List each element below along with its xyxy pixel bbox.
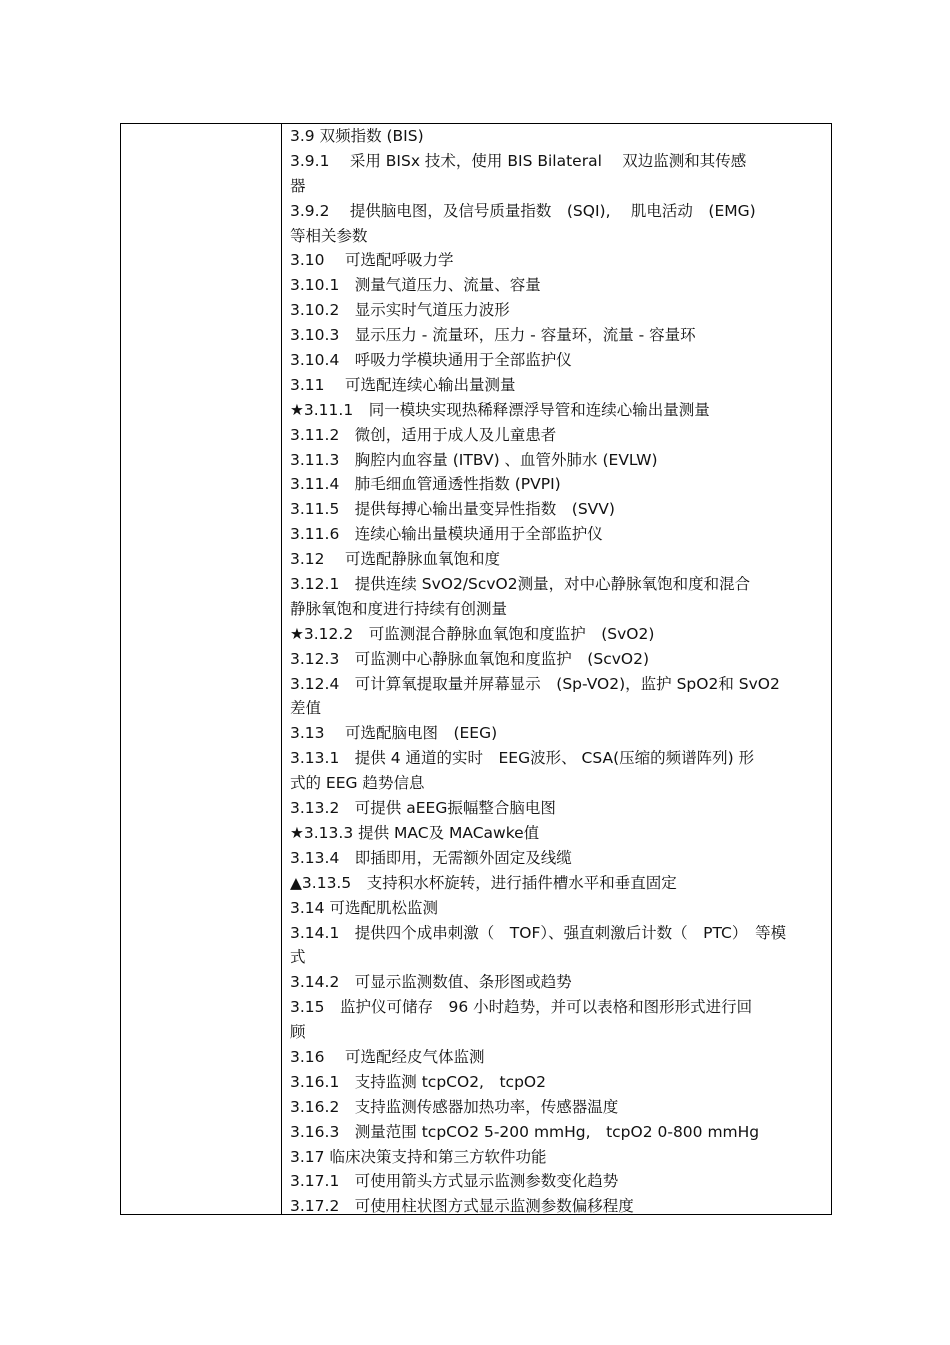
spec-line: 式的 EEG 趋势信息 [290, 774, 425, 793]
spec-line: 3.12.4 可计算氧提取量并屏幕显示 (Sp-VO2)，监护 SpO2和 SvO2 [290, 674, 780, 693]
spec-line: 3.16 可选配经皮气体监测 [290, 1047, 485, 1066]
spec-line: 3.10.1 测量气道压力、流量、容量 [290, 276, 541, 295]
spec-line: 3.17 临床决策支持和第三方软件功能 [290, 1147, 547, 1166]
spec-line: 3.11 可选配连续心输出量测量 [290, 375, 516, 394]
spec-line: 3.10.4 呼吸力学模块通用于全部监护仪 [290, 351, 572, 370]
spec-line: ★3.11.1 同一模块实现热稀释漂浮导管和连续心输出量测量 [290, 400, 710, 419]
spec-line: 式 [290, 948, 306, 967]
spec-line: 3.11.6 连续心输出量模块通用于全部监护仪 [290, 525, 603, 544]
spec-line: 差值 [290, 699, 322, 718]
spec-line: 3.10.2 显示实时气道压力波形 [290, 301, 510, 320]
spec-line: 3.16.2 支持监测传感器加热功率，传感器温度 [290, 1097, 619, 1116]
spec-line: 3.11.5 提供每搏心输出量变异性指数 (SVV) [290, 500, 615, 519]
spec-line: 3.17.2 可使用柱状图方式显示监测参数偏移程度 [290, 1197, 634, 1216]
spec-line: 3.11.2 微创，适用于成人及儿童患者 [290, 425, 557, 444]
spec-line: 器 [290, 176, 306, 195]
spec-line: 顾 [290, 1023, 306, 1042]
spec-table [120, 123, 832, 1215]
spec-line: 3.11.4 肺毛细血管通透性指数 (PVPI) [290, 475, 561, 494]
spec-line: 3.16.3 测量范围 tcpCO2 5-200 mmHg, tcpO2 0-800 mmHg [290, 1122, 760, 1141]
spec-line: 3.17.1 可使用箭头方式显示监测参数变化趋势 [290, 1172, 619, 1191]
spec-line: 3.10 可选配呼吸力学 [290, 251, 454, 270]
spec-line: 3.11.3 胸腔内血容量 (ITBV) 、血管外肺水 (EVLW) [290, 450, 658, 469]
spec-table-left-column [121, 124, 282, 1214]
spec-line: 3.12.1 提供连续 SvO2/ScvO2测量，对中心静脉氧饱和度和混合 [290, 575, 751, 594]
spec-line: 3.9.2 提供脑电图，及信号质量指数 (SQI), 肌电活动 (EMG) [290, 201, 756, 220]
spec-line: 3.9.1 采用 BISx 技术，使用 BIS Bilateral 双边监测和其传感 [290, 151, 747, 170]
spec-line: 3.13.2 可提供 aEEG振幅整合脑电图 [290, 799, 556, 818]
spec-line: ★3.13.3 提供 MAC及 MACawke值 [290, 823, 540, 842]
spec-line: 3.13.1 提供 4 通道的实时 EEG波形、 CSA(压缩的频谱阵列) 形 [290, 749, 755, 768]
spec-line: 3.10.3 显示压力 - 流量环，压力 - 容量环，流量 - 容量环 [290, 326, 696, 345]
spec-line: 3.12 可选配静脉血氧饱和度 [290, 550, 500, 569]
spec-line: 3.12.3 可监测中心静脉血氧饱和度监护 (ScvO2) [290, 649, 649, 668]
spec-line: 3.13 可选配脑电图 (EEG) [290, 724, 498, 743]
spec-table-right-column [282, 124, 831, 1214]
spec-line: 3.14.2 可显示监测数值、条形图或趋势 [290, 973, 572, 992]
spec-line: 等相关参数 [290, 226, 368, 245]
spec-line: 3.9 双频指数 (BIS) [290, 127, 424, 145]
spec-line: 3.13.4 即插即用，无需额外固定及线缆 [290, 848, 572, 867]
spec-line: 3.14.1 提供四个成串刺激（ TOF）、强直刺激后计数（ PTC） 等模 [290, 923, 787, 942]
spec-line: 3.15 监护仪可储存 96 小时趋势，并可以表格和图形形式进行回 [290, 998, 753, 1017]
spec-line: ★3.12.2 可监测混合静脉血氧饱和度监护 (SvO2) [290, 624, 655, 643]
spec-line: ▲3.13.5 支持积水杯旋转，进行插件槽水平和垂直固定 [290, 873, 677, 892]
spec-line: 静脉氧饱和度进行持续有创测量 [290, 599, 508, 618]
spec-line: 3.14 可选配肌松监测 [290, 898, 438, 917]
spec-line: 3.16.1 支持监测 tcpCO2, tcpO2 [290, 1072, 546, 1091]
